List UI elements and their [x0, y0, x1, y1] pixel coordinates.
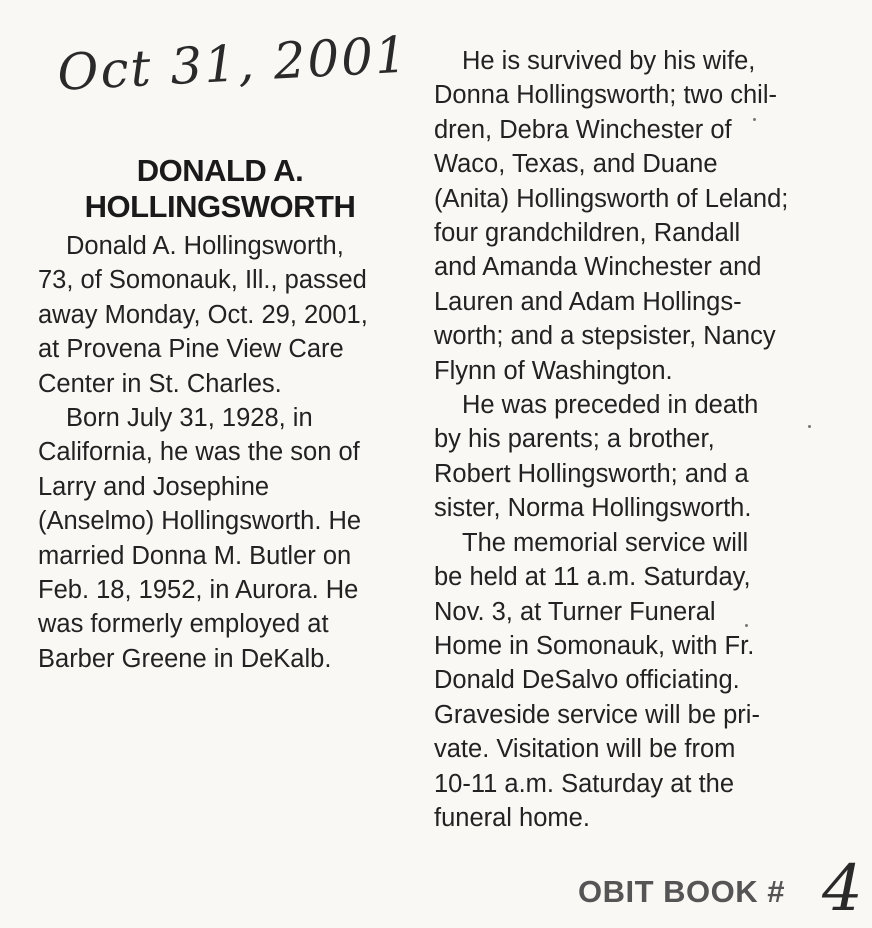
- right-column-line: Home in Somonauk, with Fr.: [434, 631, 755, 660]
- left-column-line: Born July 31, 1928, in: [66, 404, 313, 433]
- right-column-line: Robert Hollingsworth; and a: [434, 459, 749, 488]
- right-column-line: Graveside service will be pri-: [434, 700, 760, 729]
- print-speck: [745, 624, 748, 627]
- handwritten-date: Oct 31, 2001: [56, 25, 411, 102]
- right-column-line: Lauren and Adam Hollings-: [434, 287, 742, 316]
- left-column-line: Feb. 18, 1952, in Aurora. He: [38, 576, 359, 605]
- left-column-line: (Anselmo) Hollingsworth. He: [38, 507, 362, 536]
- left-column-line: California, he was the son of: [38, 438, 360, 467]
- right-column: [434, 44, 804, 835]
- print-speck: [753, 118, 756, 121]
- right-column-line: four grandchildren, Randall: [434, 219, 741, 248]
- right-column-line: Waco, Texas, and Duane: [434, 150, 718, 179]
- headline-line-1: DONALD A.: [136, 153, 304, 188]
- right-column-line: The memorial service will: [462, 528, 749, 557]
- right-column-line: worth; and a stepsister, Nancy: [434, 322, 776, 351]
- right-column-line: (Anita) Hollingsworth of Leland;: [434, 184, 789, 213]
- left-column-line: Center in St. Charles.: [38, 369, 282, 398]
- right-column-line: dren, Debra Winchester of: [434, 115, 732, 144]
- right-column-line: 10-11 a.m. Saturday at the: [434, 769, 735, 798]
- left-column-line: was formerly employed at: [38, 610, 329, 639]
- right-column-line: He is survived by his wife,: [462, 47, 756, 75]
- handwritten-book-number: 4: [822, 852, 863, 926]
- right-column-line: Donald DeSalvo officiating.: [434, 666, 740, 695]
- right-column-line: vate. Visitation will be from: [434, 735, 736, 764]
- left-column-line: 73, of Somonauk, Ill., passed: [38, 266, 367, 295]
- left-column: [38, 229, 410, 676]
- right-column-line: funeral home.: [434, 803, 590, 832]
- right-column-line: and Amanda Winchester and: [434, 253, 762, 282]
- right-column-line: be held at 11 a.m. Saturday,: [434, 563, 751, 592]
- left-column-line: married Donna M. Butler on: [38, 541, 352, 570]
- left-column-line: Donald A. Hollingsworth,: [66, 232, 344, 260]
- left-column-line: Barber Greene in DeKalb.: [38, 644, 332, 673]
- left-column-line: away Monday, Oct. 29, 2001,: [38, 300, 368, 329]
- obituary-headline: [60, 153, 380, 225]
- print-speck: [808, 425, 811, 428]
- right-column-line: He was preceded in death: [462, 391, 759, 420]
- right-column-line: Donna Hollingsworth; two chil-: [434, 81, 777, 110]
- left-column-line: at Provena Pine View Care: [38, 335, 344, 364]
- right-column-line: by his parents; a brother,: [434, 425, 715, 454]
- right-column-line: Flynn of Washington.: [434, 356, 673, 385]
- right-column-line: Nov. 3, at Turner Funeral: [434, 597, 716, 626]
- right-column-line: sister, Norma Hollingsworth.: [434, 494, 752, 523]
- obit-book-label: OBIT BOOK #: [578, 874, 786, 909]
- headline-line-2: HOLLINGSWORTH: [84, 189, 356, 224]
- left-column-line: Larry and Josephine: [38, 472, 270, 501]
